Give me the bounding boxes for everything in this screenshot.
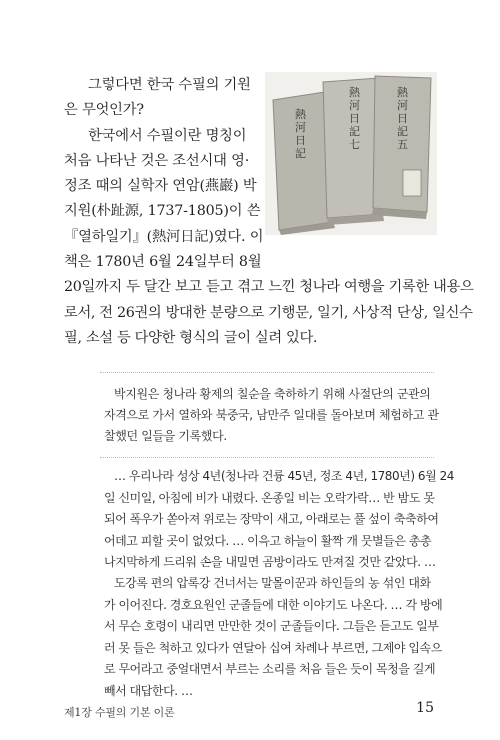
quote-line: 로 무어라고 중얼대면서 부르는 소리를 처음 들은 듯이 목청을 길게 [104, 662, 436, 676]
intro-line: 정조 때의 실학자 연암(燕巖) 박 [64, 178, 257, 194]
quote-line: … 우리나라 성상 4년(청나라 건륭 45년, 정조 4년, 1780년) 6월 24 [114, 469, 454, 483]
quote-line: 가 이어진다. 경호요원인 군졸들에 대한 이야기도 나온다. … 각 방에 [104, 598, 443, 612]
quote-line: 빼서 대답한다. … [104, 684, 193, 698]
intro-line: 지원(朴趾源, 1737-1805)이 쓴 [64, 203, 261, 219]
quote-line: 어데고 피할 곳이 없었다. … 이윽고 하늘이 활짝 개 뭇별들은 총총 [104, 534, 432, 548]
summary-line: 박지원은 청나라 황제의 칠순을 축하하기 위해 사절단의 군관의 [114, 387, 431, 401]
intro-line: 책은 1780년 6월 24일부터 8월 [64, 254, 262, 270]
intro-line: 한국에서 수필이란 명칭이 [88, 128, 247, 144]
body-line: 필, 소설 등 다양한 형식의 글이 실려 있다. [64, 330, 318, 346]
book-3-title: 熱河日記五 [397, 86, 408, 151]
intro-line: 『열하일기』(熱河日記)였다. 이 [64, 229, 264, 245]
chapter-running-footer: 제1장 수필의 기본 이론 [64, 706, 175, 719]
quote-line: 일 신미일, 아침에 비가 내렸다. 온종일 비는 오락가락… 반 밤도 못 [104, 491, 435, 505]
body-line: 로서, 전 26권의 방대한 분량으로 기행문, 일기, 사상적 단상, 일신수 [64, 305, 473, 321]
page-number: 15 [416, 700, 434, 716]
book-2-title: 熱河日記七 [349, 86, 360, 151]
quote-line: 서 무슨 호령이 내리면 만만한 것이 군졸들이다. 그들은 듣고도 일부 [104, 619, 439, 633]
summary-line: 자격으로 가서 열하와 북중국, 남만주 일대를 돌아보며 체험하고 관 [104, 408, 439, 422]
quote-line: 나지막하게 드리워 손을 내밀면 곰방이라도 만져질 것만 같았다. … [104, 555, 436, 569]
book-1-title: 熱河日記 [295, 108, 306, 160]
manuscript-photo [265, 72, 437, 235]
manuscript-book-3 [372, 76, 431, 219]
intro-line: 그렇다면 한국 수필의 기원 [88, 77, 251, 93]
quote-line: 되어 폭우가 쏟아져 위로는 장막이 새고, 아래로는 풀 섶이 축축하여 [104, 512, 439, 526]
summary-line: 찰했던 일들을 기록했다. [104, 429, 227, 443]
intro-line: 처음 나타난 것은 조선시대 영· [64, 153, 250, 169]
manuscript-illustration [265, 72, 437, 235]
body-line: 20일까지 두 달간 보고 듣고 겪고 느낀 청나라 여행을 기록한 내용으 [64, 279, 474, 295]
quote-line: 러 못 들은 척하고 있다가 연달아 십여 차례나 부르면, 그제야 입속으 [104, 641, 442, 655]
quote-line: 도강록 편의 압록강 건너서는 말몰이꾼과 하인들의 농 섞인 대화 [114, 576, 431, 590]
intro-line: 은 무엇인가? [64, 102, 144, 118]
library-label [403, 170, 421, 196]
